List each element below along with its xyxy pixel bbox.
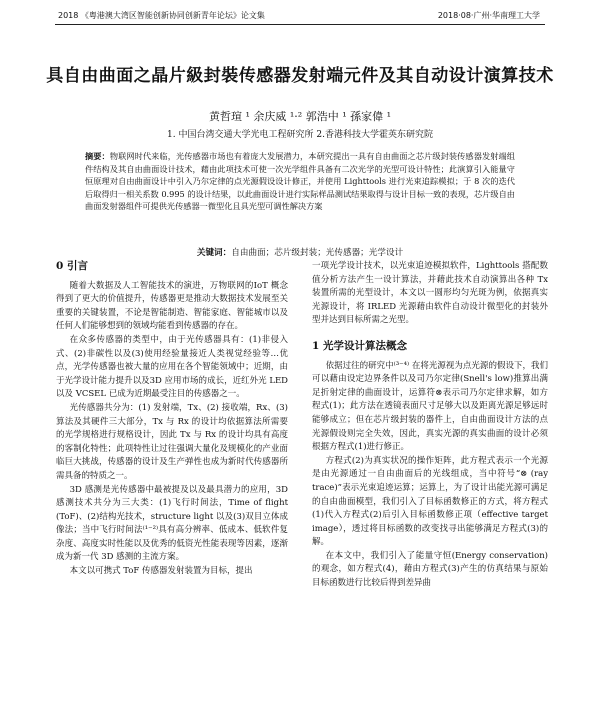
- left-column: [56, 260, 288, 579]
- paragraph: 方程式(2)为真实状况的操作矩阵，此方程式表示一个光源是由光源通过一自由曲面后的光线组成，当中符号“⊗ (ray trace)”表示光束追迹运算；运算上，为了设计出能光源可满足的自由曲面模型，我们引入了目标函数修正的方式，将方程式(1)代入方程式(2)后引入目标函数修正项（effective target image），透过将目标函数的改变找寻出能够满足方程式(3)的解。: [312, 455, 548, 548]
- paragraph: 光传感器共分为：(1) 发射端，Tx、(2) 接收端，Rx、(3) 算法及其硬件三大部分，Tx 与 Rx 的设计均依据算法所需要的光学规格进行规格设计，因此 Tx 与 Rx 的设计均具有高度的客制化特性；此项特性让过往强调大量化及规模化的产业面临巨大挑战，传感器的设计及生产弹性也成为新时代传感器所需具备的特质之一。: [56, 402, 288, 481]
- section-heading-optical-design: 1 光学设计算法概念: [312, 339, 407, 352]
- paragraph: 随着大数据及人工智能技术的演进，万物联网的IoT 概念得到了更大的价值提升，传感器更是推动大数据技术发展至关重要的关键装置，不论是智能制造、智能家庭、智能城市以及任何人们能够想到的领域均能看到传感器的存在。: [56, 280, 288, 332]
- abstract: [85, 150, 515, 213]
- affiliations: 1. 中国台湾交通大学光电工程研究所 2.香港科技大学霍英东研究院: [167, 130, 433, 140]
- abstract-label: 摘要：: [85, 151, 110, 161]
- paragraph: 依据过往的研究中⁽³⁻⁴⁾ 在将光源视为点光源的假设下，我们可以藉由设定边界条件以及司乃尔定律(Snell's low)推算出满足折射定律的曲面设计，运算符⊗表示司乃尔定律求解，如方程式(1)；此方法在透镜表面尺寸足够大以及距离光源足够远时能够成立；但在芯片级封装的器件上，自由曲面设计方法的点光源假设则完全失效，因此，真实光源的真实曲面的设计必须根据方程式(1)进行修正。: [312, 360, 548, 453]
- header-rule: [55, 24, 545, 25]
- keywords-text: 自由曲面；芯片级封装；光传感器；光学设计: [231, 248, 404, 258]
- abstract-text: 物联网时代来临，光传感器市场也有着庞大发展潜力，本研究提出一具有自由曲面之芯片级封装传感器发射端组件结构及其自由曲面设计技术，藉由此项技术可使一次光学组件具备有二次光学的光型可设计特性；此演算引入能量守恒原理对自由曲面设计中引入乃尔定律的点光源假设设计修正，并使用 Lighttools 进行光束追踪模拟；于 8 次的迭代后取得归一相关系数 0.995 的设计结果，以此曲面设计进行实际样品测试结果取得与设计目标一致的表现，芯片级自由曲面发射器组件可提供光传感器一微型化且具光型可调性解决方案: [85, 151, 515, 212]
- author-list: 黄哲瑄 ¹ 余庆威 ¹·² 郭浩中 ¹ 孫家偉 ¹: [208, 110, 392, 123]
- running-header: [58, 10, 540, 24]
- paragraph: 在本文中，我们引入了能量守恒(Energy conservation)的观念，如方程式(4)，藉由方程式(3)产生的仿真结果与原始目标函数进行比较后得到差异曲: [312, 550, 548, 589]
- paragraph: 在众多传感器的类型中，由于光传感器具有：(1)非侵入式、(2)非碳性以及(3)使用经验量接近人类视觉经验等…优点，光学传感器也被大量的应用在各个智能领域中；近期，由于光学设计能力提升以及3D 应用市场的成长，近红外光 LED 以及 VCSEL 已成为近期最受注目的传感器之一。: [56, 334, 288, 400]
- header-right: 2018·08·广州·华南理工大学: [437, 11, 540, 20]
- paragraph: 本文以可携式 ToF 传感器发射装置为目标，提出: [69, 566, 253, 577]
- paragraph: 一项光学设计技术，以光束追迹模拟软件，Lighttools 搭配数值分析方法产生一设计算法，并藉此技术自动演算出各种 Tx 装置所需的光型设计，本文以一圆形均匀光斑为例，依据真实光源设计，将 IRLED 光源藉由软件自动设计微型化的封装外型并达到目标所需之光型。: [312, 261, 548, 326]
- header-left: 2018 《粤港澳大湾区智能创新协同创新青年论坛》论文集: [58, 11, 265, 20]
- right-column: [312, 260, 548, 591]
- paragraph: 3D 感测是光传感器中最被提及以及最具潜力的应用，3D 感测技术共分为三大类：(1)飞行时间法，Time of flight (ToF)、(2)结构光技术，structure light 以及(3)双目立体成像法；当中飞行时间法⁽¹⁻²⁾具有高分辨率、低成本、低软件复杂度、高度实时性能以及优秀的低资光性能表现等因素，逐渐成为新一代 3D 感测的主流方案。: [56, 484, 288, 563]
- section-heading-intro: 0 引言: [56, 260, 88, 272]
- keywords-label: 关键词：: [196, 248, 232, 258]
- paper-title: 具自由曲面之晶片級封裝传感器发射端元件及其自动设计演算技术: [46, 66, 554, 86]
- keywords: [0, 246, 600, 258]
